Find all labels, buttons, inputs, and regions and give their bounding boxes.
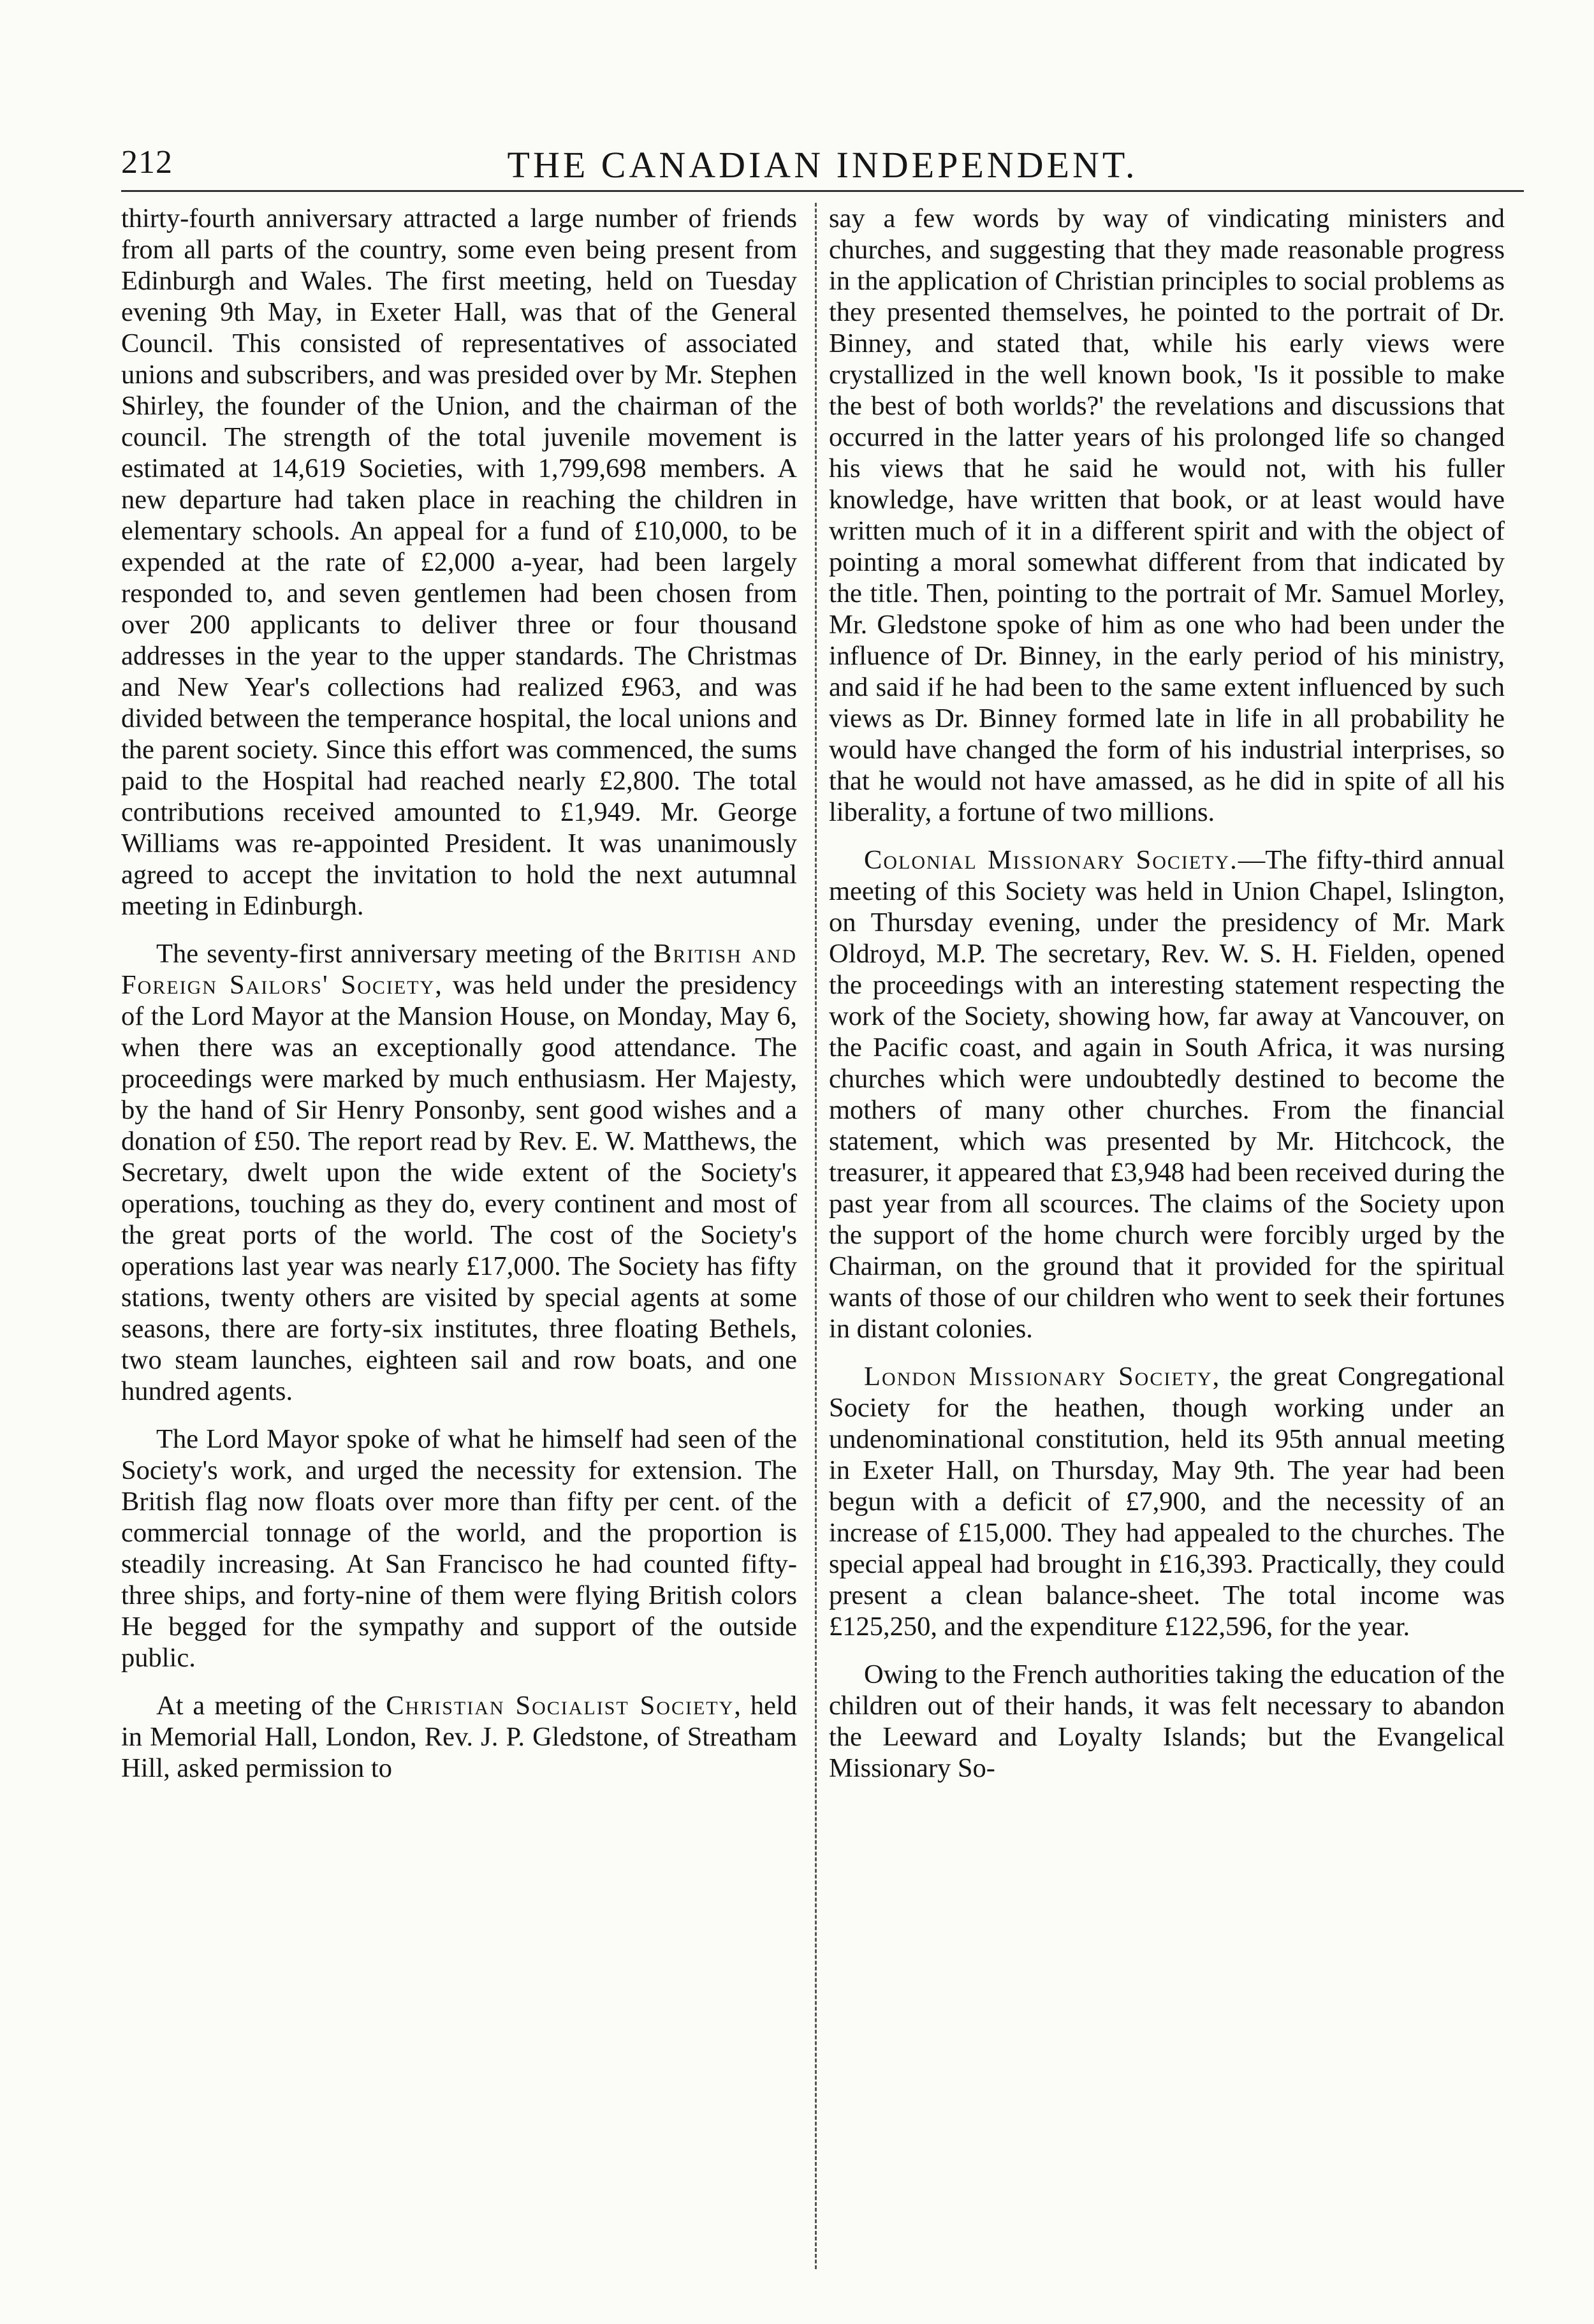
paragraph: thirty-fourth anniversary attracted a large number of friends from all parts of the country, some even being present from Edinburgh and Wales. The first meeting, held on Tuesday evening 9th May, in Exeter Hall, was that of the General Council. This consisted of representatives of associated unions and subscribers, and was presided over by Mr. Stephen Shirley, the founder of the Union, and the chairman of the council. The strength of the total juvenile movement is estimated at 14,619 Societies, with 1,799,698 members. A new departure had taken place in reaching the children in elementary schools. An appeal for a fund of £10,000, to be expended at the rate of £2,000 a-year, had been largely responded to, and seven gentlemen had been chosen from over 200 applicants to deliver three or four thousand addresses in the year to the upper standards. The Christmas and New Year's collections had realized £963, and was divided between the temperance hospital, the local unions and the parent society. Since this effort was commenced, the sums paid to the Hospital had reached nearly £2,800. The total contributions received amounted to £1,949. Mr. George Williams was re-appointed President. It was unanimously agreed to accept the invitation to hold the next autumnal meeting in Edinburgh. xyxy=(121,203,797,921)
paragraph: At a meeting of the Christian Socialist Society, held in Memorial Hall, London, Rev. J. P. Gledstone, of Streatham Hill, asked permission to xyxy=(121,1691,797,1783)
column-divider xyxy=(815,203,817,2269)
right-column xyxy=(829,203,1505,2269)
paragraph: London Missionary Society, the great Congregational Society for the heathen, though working under an undenominational constitution, held its 95th annual meeting in Exeter Hall, on Thursday, May 9th. The year had been begun with a deficit of £7,900, and the necessity of an increase of £15,000. They had appealed to the churches. The special appeal had brought in £16,393. Practically, they could present a clean balance-sheet. The total income was £125,250, and the expenditure £122,596, for the year. xyxy=(829,1362,1505,1642)
paragraph: The Lord Mayor spoke of what he himself had seen of the Society's work, and urged the necessity for extension. The British flag now floats over more than fifty per cent. of the commercial tonnage of the world, and the proportion is steadily increasing. At San Francisco he had counted fifty-three ships, and forty-nine of them were flying British colors He begged for the sympathy and support of the outside public. xyxy=(121,1424,797,1673)
header-rule xyxy=(121,190,1524,192)
paragraph: Owing to the French authorities taking the education of the children out of their hands, it was felt necessary to abandon the Leeward and Loyalty Islands; but the Evangelical Missionary So- xyxy=(829,1659,1505,1783)
society-name: British and Foreign Sailors' Society xyxy=(121,939,797,1000)
society-name: London Missionary Society xyxy=(864,1362,1213,1392)
society-name: Christian Socialist Society xyxy=(386,1691,735,1721)
paragraph: Colonial Missionary Society.—The fifty-third annual meeting of this Society was held in Union Chapel, Islington, on Thursday evening, under the presidency of Mr. Mark Oldroyd, M.P. The secretary, Rev. W. S. H. Fielden, opened the proceedings with an interesting statement respecting the work of the Society, showing how, far away at Vancouver, on the Pacific coast, and again in South Africa, it was nursing churches which were undoubtedly destined to become the mothers of many other churches. From the financial statement, which was presented by Mr. Hitchcock, the treasurer, it appeared that £3,948 had been received during the past year from all scources. The claims of the Society upon the support of the home church were forcibly urged by the Chairman, on the ground that it provided for the spiritual wants of those of our children who went to seek their fortunes in distant colonies. xyxy=(829,845,1505,1344)
paragraph: The seventy-first anniversary meeting of the British and Foreign Sailors' Society, was held under the presidency of the Lord Mayor at the Mansion House, on Monday, May 6, when there was an exceptionally good attendance. The proceedings were marked by much enthusiasm. Her Majesty, by the hand of Sir Henry Ponsonby, sent good wishes and a donation of £50. The report read by Rev. E. W. Matthews, the Secretary, dwelt upon the wide extent of the Society's operations, touching as they do, every continent and most of the great ports of the world. The cost of the Society's operations last year was nearly £17,000. The Society has fifty stations, twenty others are visited by special agents at some seasons, there are forty-six institutes, three floating Bethels, two steam launches, eighteen sail and row boats, and one hundred agents. xyxy=(121,939,797,1406)
journal-title: THE CANADIAN INDEPENDENT. xyxy=(507,144,1138,186)
paragraph: say a few words by way of vindicating ministers and churches, and suggesting that they made reasonable progress in the application of Christian principles to social problems as they presented themselves, he pointed to the portrait of Dr. Binney, and stated that, while his early views were crystallized in the well known book, 'Is it possible to make the best of both worlds?' the revelations and discussions that occurred in the latter years of his prolonged life so changed his views that he said he would not, with his fuller knowledge, have written that book, or at least would have written much of it in a different spirit and with the object of pointing a moral somewhat different from that indicated by the title. Then, pointing to the portrait of Mr. Samuel Morley, Mr. Gledstone spoke of him as one who had been under the influence of Dr. Binney, in the early period of his ministry, and said if he had been to the same extent influenced by such views as Dr. Binney formed late in life in all probability he would have changed the form of his industrial interprises, so that he would not have amassed, as he did in spite of all his liberality, a fortune of two millions. xyxy=(829,203,1505,827)
page-header xyxy=(121,143,1524,195)
page-number: 212 xyxy=(121,144,173,180)
society-name: Colonial Missionary Society. xyxy=(864,845,1238,875)
left-column xyxy=(121,203,797,2269)
